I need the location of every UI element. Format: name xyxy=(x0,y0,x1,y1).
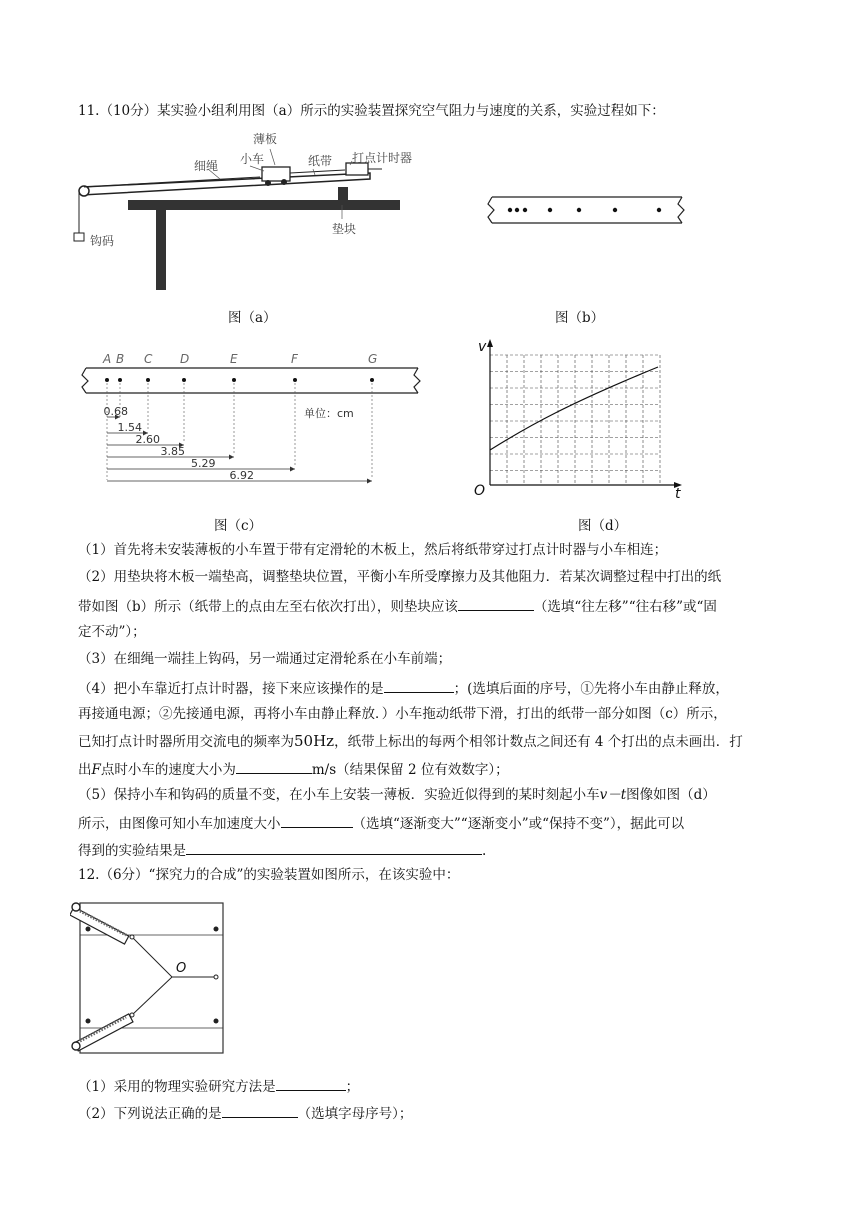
tape-c-label-E: E xyxy=(230,352,238,366)
weight xyxy=(74,233,84,241)
tape-b-dot xyxy=(657,208,661,212)
q12-sub1: （1）采用的物理实验研究方法是 ； xyxy=(78,1076,359,1096)
q11-step5-l1: （5）保持小车和钩码的质量不变，在小车上安装一薄板．实验近似得到的某时刻起小车v－t图像如图（d） xyxy=(78,787,716,803)
distance-label: 5.29 xyxy=(191,457,216,470)
q11-step4-l4: 出F点时小车的速度大小为 m/s（结果保留 2 位有效数字）； xyxy=(78,759,509,779)
figure-a-apparatus xyxy=(70,125,420,300)
incline-board xyxy=(82,173,370,195)
distance-label: 2.60 xyxy=(135,433,160,446)
answer-blank-4b[interactable] xyxy=(236,759,312,774)
answer-blank-5a[interactable] xyxy=(281,813,353,828)
answer-blank-5b[interactable] xyxy=(186,840,482,855)
tape-c-label-B: B xyxy=(116,352,125,366)
figure-c-tape xyxy=(78,345,423,495)
q11-step3: （3）在细绳一端挂上钩码，另一端通过定滑轮系在小车前端； xyxy=(78,651,452,667)
tape-b-dot xyxy=(508,208,512,212)
caption-fig-a: 图（a） xyxy=(228,310,277,326)
cart xyxy=(262,167,290,181)
tape-b-dot xyxy=(548,208,552,212)
tape-b-dot xyxy=(613,208,617,212)
tape-c-label-F: F xyxy=(291,352,298,366)
label-weight: 钩码 xyxy=(90,234,115,248)
tape-b-dot xyxy=(523,208,527,212)
tape-b-dot xyxy=(577,208,581,212)
tape-c-point-E xyxy=(232,378,236,382)
tape-c-label-D: D xyxy=(180,352,190,366)
table-leg xyxy=(156,210,166,290)
label-board: 薄板 xyxy=(253,132,278,146)
answer-blank-12-2[interactable] xyxy=(222,1103,298,1118)
tape-c-label-A: A xyxy=(103,352,112,366)
table-top xyxy=(128,200,400,210)
figure-b-tape xyxy=(484,192,690,232)
tape-c-point-D xyxy=(182,378,186,382)
point-O-label: O xyxy=(176,961,187,976)
unit-label: 单位：cm xyxy=(304,407,354,420)
label-timer: 打点计时器 xyxy=(352,151,413,165)
answer-blank-4a[interactable] xyxy=(384,678,454,693)
label-cart: 小车 xyxy=(240,152,265,166)
figure-d-vt-graph xyxy=(470,335,690,505)
tape-c-label-G: G xyxy=(368,352,378,366)
q11-step4-l2: 再接通电源；②先接通电源，再将小车由静止释放．）小车拖动纸带下滑，打出的纸带一部分如图（c）所示， xyxy=(78,706,727,722)
tape-b-dot xyxy=(515,208,519,212)
caption-fig-c: 图（c） xyxy=(214,518,263,534)
q11-step5-l3: 得到的实验结果是 . xyxy=(78,840,486,860)
q11-step1: （1）首先将未安装薄板的小车置于带有定滑轮的木板上，然后将纸带穿过打点计时器与小车相连； xyxy=(78,542,668,558)
q12-sub2: （2）下列说法正确的是 （选填字母序号）； xyxy=(78,1103,412,1123)
caption-fig-b: 图（b） xyxy=(555,310,605,326)
q12-header: 12.（6分）“探究力的合成”的实验装置如图所示，在该实验中： xyxy=(78,867,460,883)
q11-step5-l2: 所示，由图像可知小车加速度大小 （选填“逐渐变大”“逐渐变小”或“保持不变”），据此可以 xyxy=(78,813,684,833)
tape-c-point-F xyxy=(293,378,297,382)
q11-step2-l1: （2）用垫块将木板一端垫高，调整垫块位置，平衡小车所受摩擦力及其他阻力．若某次调整过程中打出的纸 xyxy=(78,569,722,585)
q11-step4-l1: （4）把小车靠近打点计时器，接下来应该操作的是 ；(选填后面的序号，①先将小车由静止释放， xyxy=(78,678,729,698)
q11-header: 11.（10分）某实验小组利用图（a）所示的实验装置探究空气阻力与速度的关系，实验过程如下： xyxy=(78,103,665,119)
answer-blank-2[interactable] xyxy=(458,596,534,611)
axis-y-label: v xyxy=(478,339,487,355)
origin-label: O xyxy=(474,483,486,499)
label-tape: 纸带 xyxy=(308,154,333,168)
q11-step2-l2: 带如图（b）所示（纸带上的点由左至右依次打出），则垫块应该 （选填“往左移”“往右移”或“固 xyxy=(78,596,717,616)
tape-c-label-C: C xyxy=(144,352,153,366)
distance-label: 1.54 xyxy=(117,421,142,434)
distance-label: 6.92 xyxy=(229,469,254,482)
q11-step2-l3: 定不动”）； xyxy=(78,624,146,640)
label-block: 垫块 xyxy=(332,222,357,236)
tape-c-point-B xyxy=(118,378,122,382)
label-rope: 细绳 xyxy=(194,159,219,173)
block xyxy=(338,187,348,201)
figure-force-composition xyxy=(70,895,230,1060)
q11-step4-l3: 已知打点计时器所用交流电的频率为50Hz，纸带上标出的每两个相邻计数点之间还有 4 个打出的点未画出．打 xyxy=(78,732,743,750)
frequency-value: 50Hz xyxy=(294,732,335,750)
pulley xyxy=(79,186,89,196)
axis-x-label: t xyxy=(675,486,681,502)
tape-c-point-A xyxy=(105,378,109,382)
answer-blank-12-1[interactable] xyxy=(276,1076,346,1091)
tape-c-point-G xyxy=(370,378,374,382)
distance-label: 3.85 xyxy=(160,445,185,458)
distance-label: 0.68 xyxy=(103,405,128,418)
tape-c-point-C xyxy=(146,378,150,382)
caption-fig-d: 图（d） xyxy=(578,518,628,534)
